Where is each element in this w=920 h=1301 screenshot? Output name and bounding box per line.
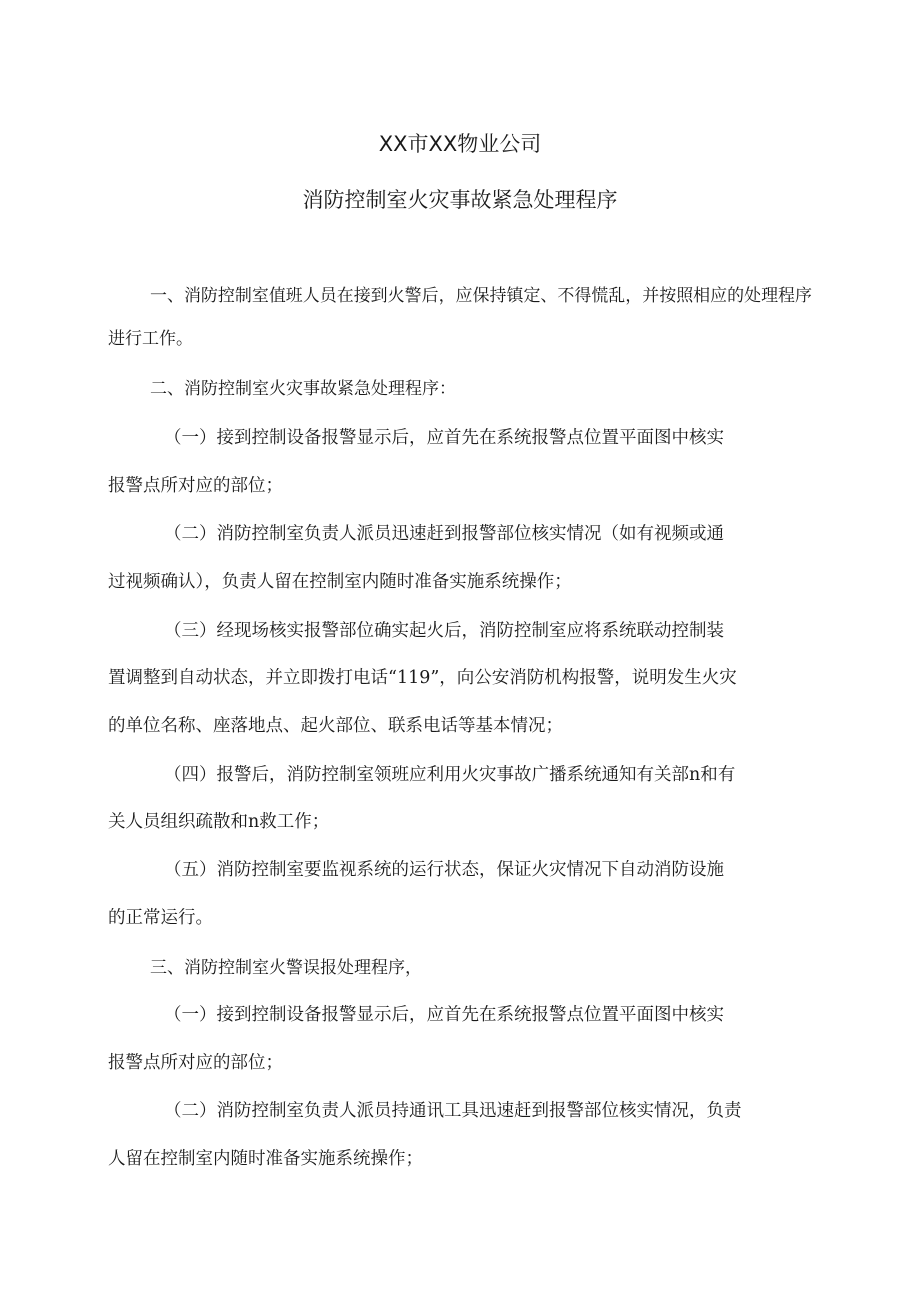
document-title-procedure: 消防控制室火灾事故紧急处理程序 <box>302 188 618 212</box>
section-3-item-1-line-2: 报警点所对应的部位； <box>108 1053 283 1073</box>
section-2-item-3-line-3: 的单位名称、座落地点、起火部位、联系电话等基本情况； <box>108 716 563 736</box>
section-3-item-1-line-1: （一）接到控制设备报警显示后，应首先在系统报警点位置平面图中核实 <box>164 1005 724 1025</box>
section-3-heading: 三、消防控制室火警误报处理程序， <box>150 958 422 978</box>
section-3-item-2-line-2: 人留在控制室内随时准备实施系统操作； <box>108 1149 423 1169</box>
paragraph-1-line-2: 进行工作。 <box>108 329 193 349</box>
section-2-item-2-line-2: 过视频确认），负责人留在控制室内随时准备实施系统操作； <box>108 572 572 592</box>
section-2-item-4-line-1: （四）报警后，消防控制室领班应利用火灾事故广播系统通知有关部n和有 <box>164 765 736 785</box>
section-2-item-3-line-1: （三）经现场核实报警部位确实起火后，消防控制室应将系统联动控制装 <box>164 621 724 641</box>
section-2-item-4-line-2: 关人员组织疏散和n救工作； <box>108 812 330 832</box>
paragraph-1-line-1: 一、消防控制室值班人员在接到火警后，应保持镇定、不得慌乱，并按照相应的处理程序 <box>150 286 813 306</box>
section-3-item-2-line-1: （二）消防控制室负责人派员持通讯工具迅速赶到报警部位核实情况，负责 <box>164 1101 742 1121</box>
section-2-heading: 二、消防控制室火灾事故紧急处理程序： <box>150 379 456 399</box>
section-2-item-1-line-1: （一）接到控制设备报警显示后，应首先在系统报警点位置平面图中核实 <box>164 428 724 448</box>
section-2-item-1-line-2: 报警点所对应的部位； <box>108 476 283 496</box>
document-title-company: XX市XX物业公司 <box>378 132 542 156</box>
section-2-item-2-line-1: （二）消防控制室负责人派员迅速赶到报警部位核实情况（如有视频或通 <box>164 524 724 544</box>
section-2-item-5-line-2: 的正常运行。 <box>108 908 213 928</box>
section-2-item-3-line-2: 置调整到自动状态，并立即拨打电话“119”，向公安消防机构报警，说明发生火灾 <box>108 668 737 688</box>
section-2-item-5-line-1: （五）消防控制室要监视系统的运行状态，保证火灾情况下自动消防设施 <box>164 860 724 880</box>
